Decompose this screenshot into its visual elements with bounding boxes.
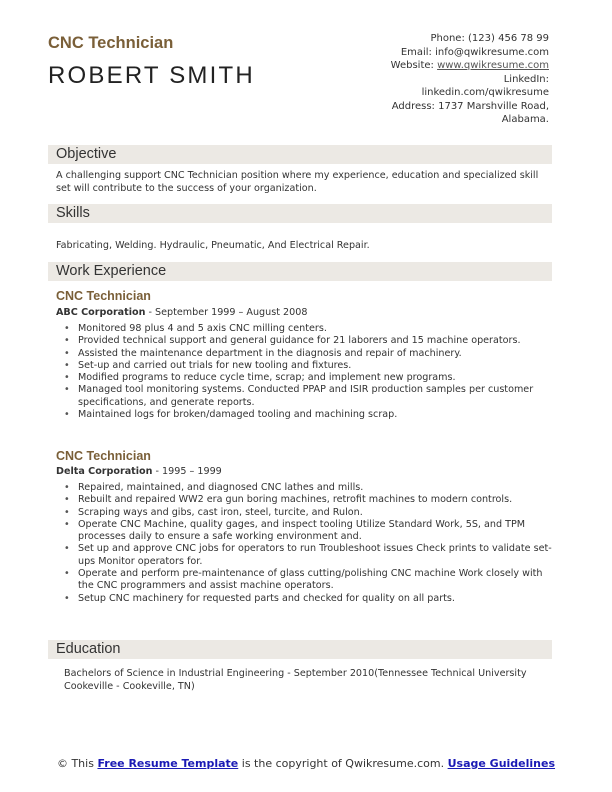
objective-title: Objective (56, 146, 117, 162)
phone-label: Phone: (430, 33, 465, 44)
free-template-link[interactable]: Free Resume Template (97, 757, 239, 770)
company-name: ABC Corporation (56, 307, 146, 318)
skills-title: Skills (56, 205, 90, 221)
job-company-line (56, 307, 307, 318)
phone-value: (123) 456 78 99 (468, 33, 549, 44)
list-item: • Rebuilt and repaired WW2 era gun boring machines, retrofit machines to modern controls. (62, 494, 552, 506)
list-item: • Scraping ways and gibs, cast iron, steel, turcite, and Rulon. (62, 507, 552, 519)
skills-text: Fabricating, Welding. Hydraulic, Pneumatic, And Electrical Repair. (56, 240, 370, 251)
job-dates: - September 1999 – August 2008 (145, 307, 308, 318)
job-dates: - 1995 – 1999 (152, 466, 222, 477)
list-item: • Operate CNC Machine, quality gages, and inspect tooling Utilize Standard Work, 5S, and TPM processes daily to ensure a safe working environment and. (62, 519, 552, 544)
contact-address (309, 100, 549, 114)
job-company-line (56, 466, 222, 477)
experience-section-header (48, 262, 552, 281)
education-section-header (48, 640, 552, 659)
contact-website (309, 59, 549, 73)
job-1-bullet-list (62, 323, 552, 421)
list-item: • Modified programs to reduce cycle time, scrap; and implement new programs. (62, 372, 552, 384)
candidate-name: ROBERT SMITH (48, 62, 255, 89)
list-item: • Set-up and carried out trials for new tooling and fixtures. (62, 360, 552, 372)
footer-middle: is the copyright of Qwikresume.com. (238, 757, 448, 770)
company-name: Delta Corporation (56, 466, 153, 477)
list-item: • Provided technical support and general guidance for 21 laborers and 15 machine operators. (62, 335, 552, 347)
list-item: • Monitored 98 plus 4 and 5 axis CNC milling centers. (62, 323, 552, 335)
list-item: • Operate and perform pre-maintenance of glass cutting/polishing CNC machine Work closely with the CNC programmers and assist machine operators. (62, 568, 552, 593)
list-item: • Setup CNC machinery for requested parts and checked for quality on all parts. (62, 593, 552, 605)
list-item: • Assisted the maintenance department in the diagnosis and repair of machinery. (62, 348, 552, 360)
footer-prefix: © This (56, 757, 98, 770)
email-value[interactable]: info@qwikresume.com (435, 46, 549, 58)
address-label: Address: (391, 100, 435, 112)
list-item: • Maintained logs for broken/damaged tooling and machining scrap. (62, 409, 552, 421)
contact-email (309, 46, 549, 60)
address-line-2: Alabama. (501, 114, 549, 125)
education-title: Education (56, 641, 121, 657)
job-title: CNC Technician (56, 449, 151, 463)
website-link[interactable]: www.qwikresume.com (437, 60, 549, 71)
contact-phone (309, 32, 549, 46)
skills-section-header (48, 204, 552, 223)
address-line-1: 1737 Marshville Road, (438, 100, 549, 112)
job-2-bullet-list (62, 482, 552, 605)
education-text: Bachelors of Science in Industrial Engineering - September 2010(Tennessee Technical University Cookeville - Cookeville, TN) (64, 668, 527, 692)
copyright-footer (40, 757, 572, 771)
job-title: CNC Technician (56, 289, 151, 303)
list-item: • Managed tool monitoring systems. Conducted PPAP and ISIR production samples per customer specifications, and generate reports. (62, 384, 552, 409)
linkedin-value[interactable]: linkedin.com/qwikresume (421, 87, 549, 98)
website-label: Website: (390, 60, 434, 71)
email-label: Email: (400, 46, 432, 58)
objective-text: A challenging support CNC Technician position where my experience, education and specialized skill set will contribute to the success of your organization. (56, 170, 539, 194)
linkedin-label: LinkedIn: (503, 73, 549, 85)
list-item: • Repaired, maintained, and diagnosed CNC lathes and mills. (62, 482, 552, 494)
contact-block (309, 32, 549, 127)
usage-guidelines-link[interactable]: Usage Guidelines (447, 757, 556, 770)
list-item: • Set up and approve CNC jobs for operators to run Troubleshoot issues Check prints to validate set-ups Monitor operators for. (62, 543, 552, 568)
objective-section-header (48, 145, 552, 164)
experience-title: Work Experience (56, 263, 167, 279)
header-job-title: CNC Technician (48, 34, 174, 52)
